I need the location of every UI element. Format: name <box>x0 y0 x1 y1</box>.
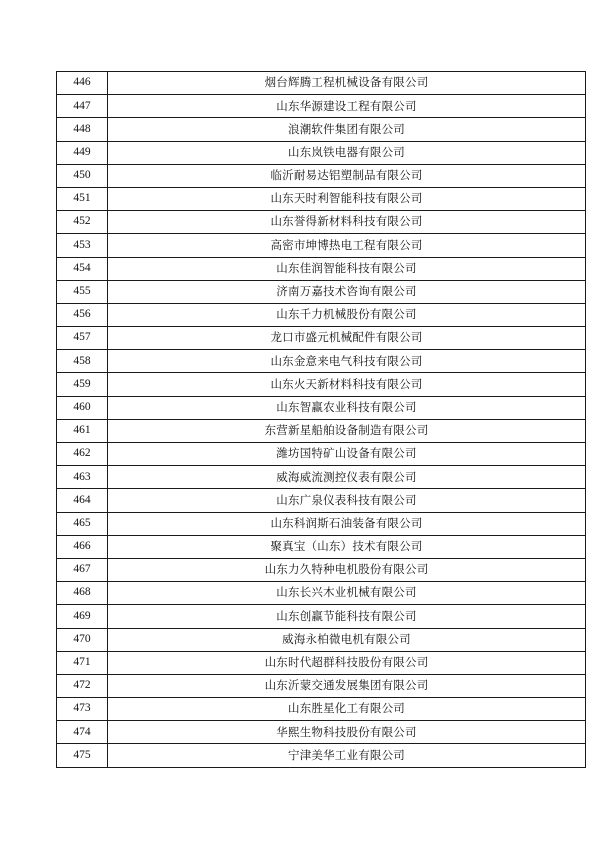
table-row <box>57 211 586 234</box>
row-number-cell: 459 <box>57 373 108 396</box>
table-row <box>57 350 586 373</box>
table-row <box>57 164 586 187</box>
table-row <box>57 234 586 257</box>
company-name-cell: 山东广泉仪表科技有限公司 <box>108 489 586 512</box>
row-number-cell: 474 <box>57 721 108 744</box>
table-row <box>57 674 586 697</box>
company-name-cell: 临沂耐易达铝塑制品有限公司 <box>108 164 586 187</box>
company-name-cell: 山东佳润智能科技有限公司 <box>108 257 586 280</box>
company-list-table <box>56 71 586 768</box>
company-name-cell: 宁津美华工业有限公司 <box>108 744 586 767</box>
row-number-cell: 475 <box>57 744 108 767</box>
company-name-cell: 山东智赢农业科技有限公司 <box>108 396 586 419</box>
table-row <box>57 280 586 303</box>
row-number-cell: 470 <box>57 628 108 651</box>
company-name-cell: 山东创赢节能科技有限公司 <box>108 605 586 628</box>
table-row <box>57 373 586 396</box>
table-row <box>57 744 586 767</box>
row-number-cell: 451 <box>57 187 108 210</box>
company-name-cell: 山东天时利智能科技有限公司 <box>108 187 586 210</box>
company-name-cell: 潍坊国特矿山设备有限公司 <box>108 443 586 466</box>
company-name-cell: 山东胜星化工有限公司 <box>108 698 586 721</box>
table-row <box>57 257 586 280</box>
row-number-cell: 457 <box>57 327 108 350</box>
table-row <box>57 72 586 95</box>
table-row <box>57 141 586 164</box>
table-row <box>57 512 586 535</box>
row-number-cell: 472 <box>57 674 108 697</box>
company-name-cell: 山东誉得新材料科技有限公司 <box>108 211 586 234</box>
company-name-cell: 山东金意来电气科技有限公司 <box>108 350 586 373</box>
company-name-cell: 聚真宝（山东）技术有限公司 <box>108 535 586 558</box>
table-row <box>57 628 586 651</box>
company-name-cell: 山东岚铁电器有限公司 <box>108 141 586 164</box>
company-name-cell: 山东长兴木业机械有限公司 <box>108 582 586 605</box>
table-row <box>57 721 586 744</box>
table-row <box>57 118 586 141</box>
company-name-cell: 威海永柏微电机有限公司 <box>108 628 586 651</box>
table-row <box>57 466 586 489</box>
row-number-cell: 468 <box>57 582 108 605</box>
table-row <box>57 396 586 419</box>
table-row <box>57 582 586 605</box>
table-row <box>57 443 586 466</box>
table-row <box>57 605 586 628</box>
company-name-cell: 华熙生物科技股份有限公司 <box>108 721 586 744</box>
row-number-cell: 454 <box>57 257 108 280</box>
row-number-cell: 471 <box>57 651 108 674</box>
company-name-cell: 山东千力机械股份有限公司 <box>108 303 586 326</box>
company-name-cell: 龙口市盛元机械配件有限公司 <box>108 327 586 350</box>
company-name-cell: 山东时代超群科技股份有限公司 <box>108 651 586 674</box>
table-row <box>57 489 586 512</box>
row-number-cell: 460 <box>57 396 108 419</box>
row-number-cell: 465 <box>57 512 108 535</box>
table-body <box>57 72 586 768</box>
company-name-cell: 烟台辉腾工程机械设备有限公司 <box>108 72 586 95</box>
table-row <box>57 698 586 721</box>
company-name-cell: 威海威流测控仪表有限公司 <box>108 466 586 489</box>
row-number-cell: 469 <box>57 605 108 628</box>
row-number-cell: 448 <box>57 118 108 141</box>
row-number-cell: 466 <box>57 535 108 558</box>
company-name-cell: 山东力久特种电机股份有限公司 <box>108 558 586 581</box>
company-name-cell: 浪潮软件集团有限公司 <box>108 118 586 141</box>
row-number-cell: 447 <box>57 95 108 118</box>
row-number-cell: 450 <box>57 164 108 187</box>
row-number-cell: 449 <box>57 141 108 164</box>
company-name-cell: 山东华源建设工程有限公司 <box>108 95 586 118</box>
company-name-cell: 东营新星船舶设备制造有限公司 <box>108 419 586 442</box>
row-number-cell: 467 <box>57 558 108 581</box>
table-row <box>57 303 586 326</box>
row-number-cell: 473 <box>57 698 108 721</box>
row-number-cell: 453 <box>57 234 108 257</box>
company-name-cell: 山东沂蒙交通发展集团有限公司 <box>108 674 586 697</box>
company-name-cell: 山东科润斯石油装备有限公司 <box>108 512 586 535</box>
row-number-cell: 446 <box>57 72 108 95</box>
row-number-cell: 458 <box>57 350 108 373</box>
table-row <box>57 95 586 118</box>
row-number-cell: 455 <box>57 280 108 303</box>
table-row <box>57 327 586 350</box>
company-name-cell: 济南万嘉技术咨询有限公司 <box>108 280 586 303</box>
row-number-cell: 461 <box>57 419 108 442</box>
company-name-cell: 高密市坤博热电工程有限公司 <box>108 234 586 257</box>
table-row <box>57 651 586 674</box>
company-name-cell: 山东火天新材料科技有限公司 <box>108 373 586 396</box>
table-row <box>57 558 586 581</box>
row-number-cell: 462 <box>57 443 108 466</box>
row-number-cell: 464 <box>57 489 108 512</box>
row-number-cell: 463 <box>57 466 108 489</box>
row-number-cell: 452 <box>57 211 108 234</box>
row-number-cell: 456 <box>57 303 108 326</box>
table-row <box>57 419 586 442</box>
table-row <box>57 187 586 210</box>
table-row <box>57 535 586 558</box>
